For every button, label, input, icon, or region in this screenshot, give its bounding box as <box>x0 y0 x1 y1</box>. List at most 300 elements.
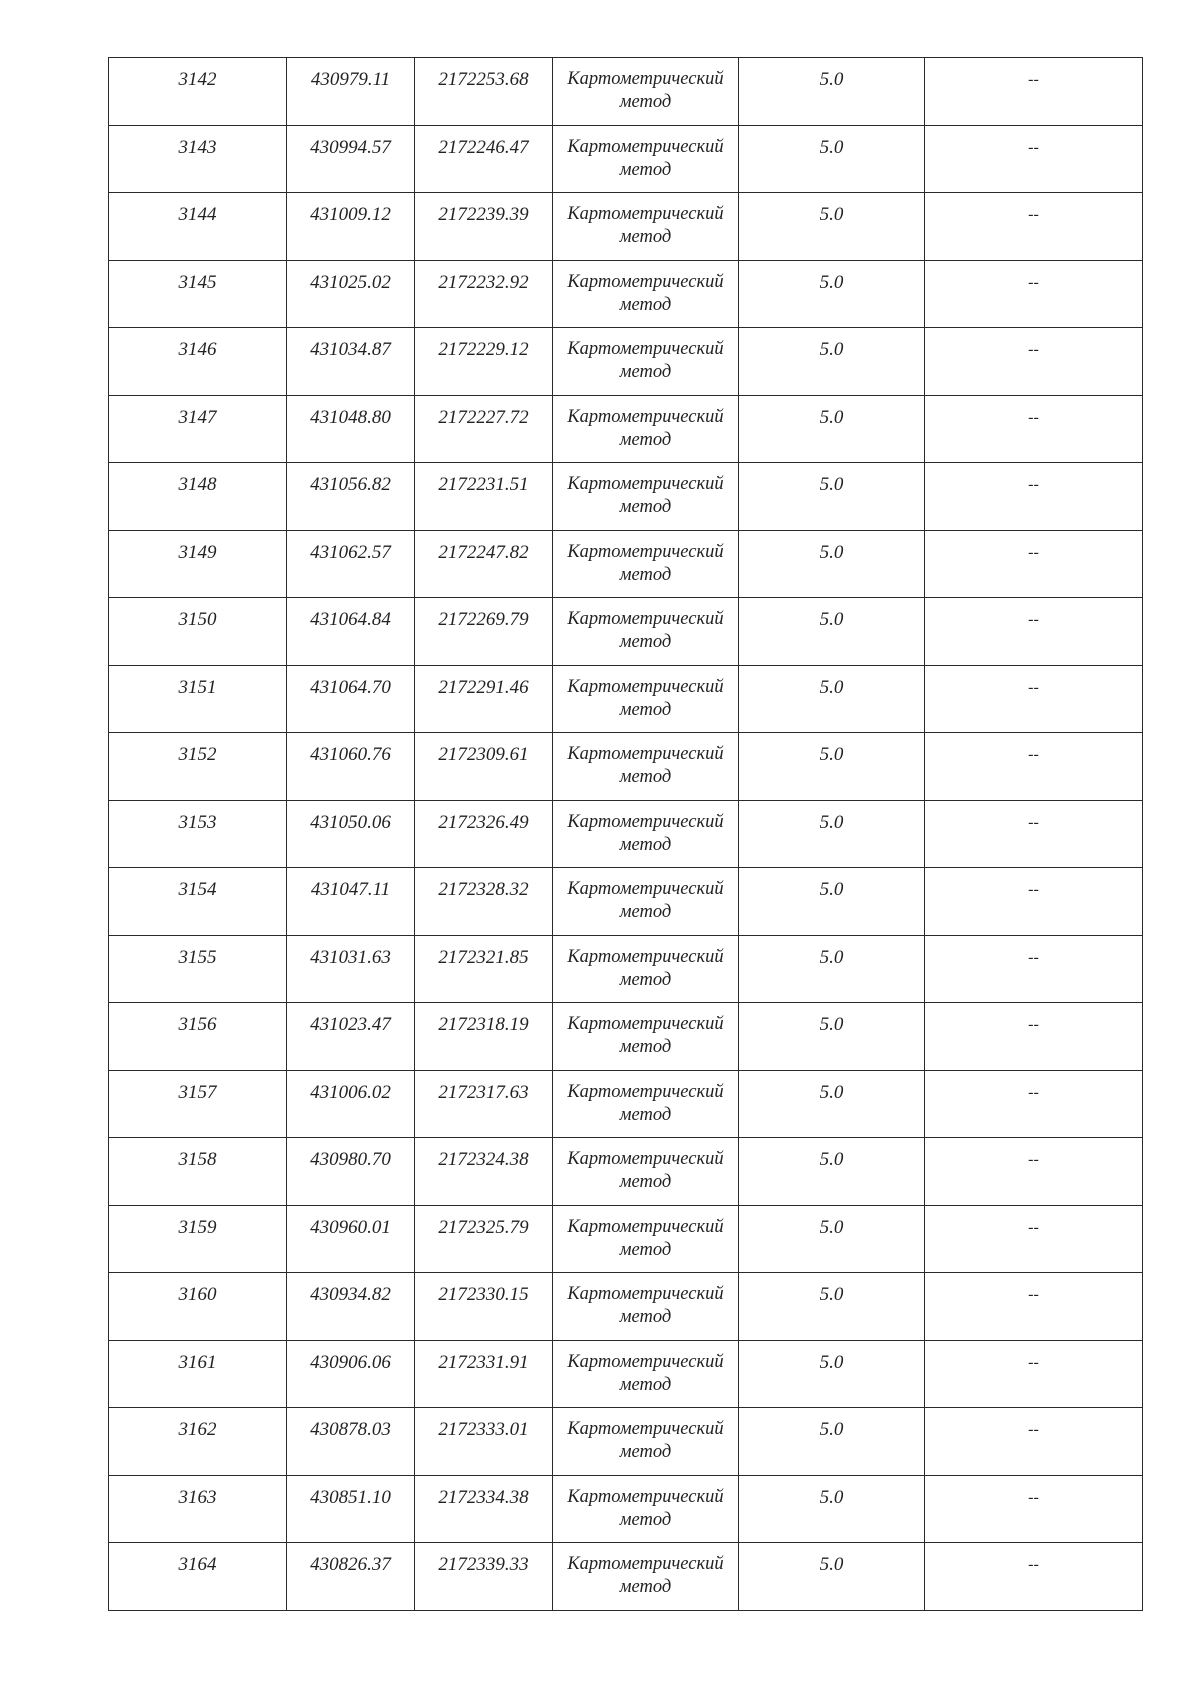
table-row <box>109 125 1143 193</box>
table-row <box>109 1003 1143 1071</box>
y-coordinate-text: 2172318.19 <box>438 1014 529 1035</box>
y-coordinate-cell <box>415 665 553 733</box>
y-coordinate-text: 2172328.32 <box>438 879 529 900</box>
x-coordinate-cell <box>287 1408 415 1476</box>
x-coordinate-text: 430979.11 <box>310 69 391 90</box>
accuracy-cell <box>739 1273 925 1341</box>
table-row <box>109 868 1143 936</box>
note-cell <box>925 1138 1143 1206</box>
point-number-text: 3160 <box>178 1284 217 1305</box>
y-coordinate-text: 2172269.79 <box>438 609 529 630</box>
accuracy-text: 5.0 <box>819 1284 844 1305</box>
accuracy-cell <box>739 1475 925 1543</box>
method-line1: Картометрический <box>567 1216 724 1237</box>
y-coordinate-cell <box>415 1273 553 1341</box>
x-coordinate-cell <box>287 868 415 936</box>
method-cell <box>553 328 739 396</box>
y-coordinate-text: 2172309.61 <box>438 744 529 765</box>
accuracy-text: 5.0 <box>819 1554 844 1575</box>
point-number-text: 3147 <box>178 406 217 428</box>
note-cell <box>925 530 1143 598</box>
method-line2: метод <box>619 699 672 720</box>
y-coordinate-text: 2172325.79 <box>438 1216 529 1238</box>
point-number-cell <box>109 1543 287 1611</box>
note-text: -- <box>1028 1218 1039 1236</box>
y-coordinate-text: 2172321.85 <box>438 946 529 968</box>
method-line1: Картометрический <box>567 1554 724 1574</box>
method-line2: метод <box>619 632 672 652</box>
note-text: -- <box>1028 543 1039 561</box>
method-line1: Картометрический <box>567 676 724 697</box>
method-line1: Картометрический <box>567 541 724 562</box>
point-number-text: 3146 <box>178 339 217 360</box>
method-line1: Картометрический <box>567 1284 724 1304</box>
x-coordinate-text: 431023.47 <box>310 1014 391 1035</box>
point-number-cell <box>109 1070 287 1138</box>
table-row <box>109 58 1143 126</box>
note-cell <box>925 1543 1143 1611</box>
method-line2: метод <box>619 1577 672 1597</box>
table-row <box>109 1408 1143 1476</box>
x-coordinate-text: 430960.01 <box>310 1216 391 1238</box>
note-text: -- <box>1028 1556 1039 1573</box>
accuracy-text: 5.0 <box>819 339 844 360</box>
note-text: -- <box>1028 273 1039 291</box>
y-coordinate-cell <box>415 1408 553 1476</box>
y-coordinate-cell <box>415 800 553 868</box>
x-coordinate-text: 430980.70 <box>310 1149 391 1170</box>
note-cell <box>925 1205 1143 1273</box>
note-text: -- <box>1028 1083 1039 1101</box>
y-coordinate-cell <box>415 125 553 193</box>
method-cell <box>553 193 739 261</box>
table-row <box>109 1070 1143 1138</box>
accuracy-text: 5.0 <box>819 946 844 968</box>
y-coordinate-text: 2172333.01 <box>438 1419 529 1440</box>
note-cell <box>925 463 1143 531</box>
accuracy-text: 5.0 <box>819 474 844 495</box>
method-cell <box>553 125 739 193</box>
note-cell <box>925 1340 1143 1408</box>
method-cell <box>553 935 739 1003</box>
note-text: -- <box>1028 678 1039 696</box>
x-coordinate-cell <box>287 1205 415 1273</box>
method-line2: метод <box>619 1104 672 1125</box>
accuracy-cell <box>739 260 925 328</box>
note-cell <box>925 935 1143 1003</box>
method-line1: Картометрический <box>567 1014 724 1034</box>
accuracy-text: 5.0 <box>819 676 844 698</box>
table-row <box>109 395 1143 463</box>
accuracy-cell <box>739 193 925 261</box>
method-cell <box>553 1205 739 1273</box>
x-coordinate-cell <box>287 665 415 733</box>
x-coordinate-text: 431064.84 <box>310 609 391 630</box>
point-number-text: 3143 <box>178 136 217 158</box>
x-coordinate-cell <box>287 125 415 193</box>
x-coordinate-cell <box>287 935 415 1003</box>
y-coordinate-cell <box>415 733 553 801</box>
table-row <box>109 1475 1143 1543</box>
accuracy-cell <box>739 530 925 598</box>
point-number-text: 3163 <box>178 1486 217 1508</box>
note-text: -- <box>1028 881 1039 898</box>
y-coordinate-text: 2172232.92 <box>438 271 529 293</box>
method-line1: Картометрический <box>567 946 724 967</box>
method-line1: Картометрический <box>567 1149 724 1169</box>
note-cell <box>925 665 1143 733</box>
y-coordinate-cell <box>415 868 553 936</box>
note-cell <box>925 1003 1143 1071</box>
y-coordinate-text: 2172326.49 <box>438 811 529 833</box>
table-row <box>109 598 1143 666</box>
method-cell <box>553 800 739 868</box>
x-coordinate-cell <box>287 733 415 801</box>
point-number-cell <box>109 1475 287 1543</box>
method-line1: Картометрический <box>567 879 724 899</box>
table-row <box>109 1205 1143 1273</box>
method-cell <box>553 1070 739 1138</box>
y-coordinate-cell <box>415 1205 553 1273</box>
point-number-cell <box>109 733 287 801</box>
point-number-text: 3164 <box>178 1554 217 1575</box>
method-cell <box>553 58 739 126</box>
accuracy-text: 5.0 <box>819 744 844 765</box>
note-cell <box>925 1273 1143 1341</box>
x-coordinate-cell <box>287 530 415 598</box>
y-coordinate-text: 2172227.72 <box>438 406 529 428</box>
point-number-cell <box>109 530 287 598</box>
accuracy-cell <box>739 868 925 936</box>
point-number-text: 3153 <box>178 811 217 833</box>
method-line2: метод <box>619 159 672 180</box>
y-coordinate-cell <box>415 58 553 126</box>
method-line1: Картометрический <box>567 406 724 427</box>
method-cell <box>553 395 739 463</box>
accuracy-cell <box>739 598 925 666</box>
accuracy-cell <box>739 1138 925 1206</box>
accuracy-cell <box>739 125 925 193</box>
x-coordinate-cell <box>287 1070 415 1138</box>
method-line2: метод <box>619 1307 672 1327</box>
y-coordinate-text: 2172334.38 <box>438 1486 529 1508</box>
point-number-text: 3150 <box>178 609 217 630</box>
method-cell <box>553 868 739 936</box>
note-text: -- <box>1028 1016 1039 1033</box>
note-cell <box>925 800 1143 868</box>
method-line2: метод <box>619 1037 672 1057</box>
note-text: -- <box>1028 341 1039 358</box>
point-number-text: 3155 <box>178 946 217 968</box>
y-coordinate-text: 2172229.12 <box>438 339 529 360</box>
x-coordinate-text: 431009.12 <box>310 204 391 225</box>
method-cell <box>553 598 739 666</box>
method-cell <box>553 1408 739 1476</box>
note-cell <box>925 868 1143 936</box>
accuracy-cell <box>739 800 925 868</box>
method-line1: Картометрический <box>567 811 724 832</box>
x-coordinate-text: 431047.11 <box>310 879 391 900</box>
table-row <box>109 1273 1143 1341</box>
accuracy-text: 5.0 <box>819 1216 844 1238</box>
accuracy-text: 5.0 <box>819 136 844 158</box>
method-line2: метод <box>619 564 672 585</box>
x-coordinate-text: 431064.70 <box>310 676 391 698</box>
method-line1: Картометрический <box>567 1081 724 1102</box>
y-coordinate-cell <box>415 1070 553 1138</box>
point-number-text: 3152 <box>178 744 217 765</box>
point-number-cell <box>109 1205 287 1273</box>
y-coordinate-text: 2172247.82 <box>438 541 529 563</box>
point-number-cell <box>109 1273 287 1341</box>
note-text: -- <box>1028 948 1039 966</box>
point-number-cell <box>109 1003 287 1071</box>
method-line2: метод <box>619 1172 672 1192</box>
accuracy-cell <box>739 935 925 1003</box>
note-text: -- <box>1028 813 1039 831</box>
x-coordinate-text: 431025.02 <box>310 271 391 293</box>
accuracy-cell <box>739 1543 925 1611</box>
method-cell <box>553 1543 739 1611</box>
point-number-text: 3144 <box>178 204 217 225</box>
note-cell <box>925 1408 1143 1476</box>
x-coordinate-cell <box>287 1475 415 1543</box>
x-coordinate-cell <box>287 193 415 261</box>
y-coordinate-cell <box>415 598 553 666</box>
table-row <box>109 463 1143 531</box>
accuracy-cell <box>739 1003 925 1071</box>
table-row <box>109 1543 1143 1611</box>
point-number-cell <box>109 395 287 463</box>
y-coordinate-text: 2172246.47 <box>438 136 529 158</box>
point-number-text: 3158 <box>178 1149 217 1170</box>
y-coordinate-cell <box>415 260 553 328</box>
method-line2: метод <box>619 1442 672 1462</box>
point-number-text: 3162 <box>178 1419 217 1440</box>
method-line2: метод <box>619 902 672 922</box>
x-coordinate-cell <box>287 58 415 126</box>
x-coordinate-cell <box>287 800 415 868</box>
method-line2: метод <box>619 767 672 787</box>
note-text: -- <box>1028 71 1039 88</box>
x-coordinate-cell <box>287 1003 415 1071</box>
y-coordinate-text: 2172291.46 <box>438 676 529 698</box>
table-row <box>109 530 1143 598</box>
method-cell <box>553 1475 739 1543</box>
y-coordinate-cell <box>415 530 553 598</box>
accuracy-text: 5.0 <box>819 879 844 900</box>
x-coordinate-cell <box>287 1273 415 1341</box>
point-number-text: 3161 <box>178 1351 217 1373</box>
x-coordinate-text: 430994.57 <box>310 136 391 158</box>
method-line2: метод <box>619 834 672 855</box>
method-cell <box>553 1340 739 1408</box>
note-text: -- <box>1028 138 1039 156</box>
method-line2: метод <box>619 227 672 247</box>
point-number-text: 3151 <box>178 676 217 698</box>
accuracy-text: 5.0 <box>819 271 844 293</box>
accuracy-text: 5.0 <box>819 541 844 563</box>
x-coordinate-text: 431048.80 <box>310 406 391 428</box>
method-line1: Картометрический <box>567 474 724 494</box>
accuracy-cell <box>739 1070 925 1138</box>
table-row <box>109 733 1143 801</box>
y-coordinate-text: 2172231.51 <box>438 474 529 495</box>
accuracy-text: 5.0 <box>819 609 844 630</box>
point-number-cell <box>109 665 287 733</box>
accuracy-cell <box>739 665 925 733</box>
point-number-text: 3145 <box>178 271 217 293</box>
point-number-cell <box>109 125 287 193</box>
accuracy-cell <box>739 58 925 126</box>
x-coordinate-cell <box>287 1138 415 1206</box>
method-cell <box>553 530 739 598</box>
accuracy-cell <box>739 328 925 396</box>
y-coordinate-cell <box>415 1138 553 1206</box>
x-coordinate-text: 430851.10 <box>310 1486 391 1508</box>
method-cell <box>553 1273 739 1341</box>
y-coordinate-cell <box>415 1340 553 1408</box>
y-coordinate-cell <box>415 1543 553 1611</box>
method-cell <box>553 463 739 531</box>
accuracy-cell <box>739 1340 925 1408</box>
method-line2: метод <box>619 1374 672 1395</box>
x-coordinate-text: 430826.37 <box>310 1554 391 1575</box>
method-line1: Картометрический <box>567 271 724 292</box>
note-cell <box>925 598 1143 666</box>
x-coordinate-cell <box>287 598 415 666</box>
x-coordinate-text: 430906.06 <box>310 1351 391 1373</box>
note-text: -- <box>1028 1151 1039 1168</box>
method-line2: метод <box>619 92 672 112</box>
note-cell <box>925 328 1143 396</box>
point-number-cell <box>109 800 287 868</box>
accuracy-text: 5.0 <box>819 1351 844 1373</box>
point-number-cell <box>109 463 287 531</box>
note-text: -- <box>1028 476 1039 493</box>
point-number-cell <box>109 1408 287 1476</box>
point-number-text: 3149 <box>178 541 217 563</box>
method-line2: метод <box>619 969 672 990</box>
method-line2: метод <box>619 429 672 450</box>
table-row <box>109 665 1143 733</box>
x-coordinate-text: 431031.63 <box>310 946 391 968</box>
accuracy-text: 5.0 <box>819 811 844 833</box>
note-text: -- <box>1028 611 1039 628</box>
point-number-cell <box>109 1340 287 1408</box>
point-number-cell <box>109 1138 287 1206</box>
accuracy-text: 5.0 <box>819 69 844 90</box>
point-number-cell <box>109 598 287 666</box>
method-cell <box>553 1003 739 1071</box>
x-coordinate-cell <box>287 260 415 328</box>
y-coordinate-text: 2172253.68 <box>438 69 529 90</box>
coordinates-table <box>108 57 1143 1611</box>
table-body <box>109 58 1143 1611</box>
x-coordinate-text: 431056.82 <box>310 474 391 495</box>
accuracy-text: 5.0 <box>819 1486 844 1508</box>
point-number-cell <box>109 328 287 396</box>
x-coordinate-cell <box>287 328 415 396</box>
note-cell <box>925 260 1143 328</box>
y-coordinate-cell <box>415 328 553 396</box>
y-coordinate-cell <box>415 395 553 463</box>
x-coordinate-cell <box>287 463 415 531</box>
point-number-text: 3148 <box>178 474 217 495</box>
method-line2: метод <box>619 1239 672 1260</box>
table-row <box>109 1340 1143 1408</box>
note-text: -- <box>1028 408 1039 426</box>
accuracy-text: 5.0 <box>819 204 844 225</box>
note-cell <box>925 125 1143 193</box>
accuracy-cell <box>739 1408 925 1476</box>
point-number-text: 3154 <box>178 879 217 900</box>
y-coordinate-text: 2172339.33 <box>438 1554 529 1575</box>
x-coordinate-text: 431050.06 <box>310 811 391 833</box>
accuracy-cell <box>739 733 925 801</box>
method-line1: Картометрический <box>567 744 724 764</box>
accuracy-cell <box>739 395 925 463</box>
table-row <box>109 800 1143 868</box>
method-line1: Картометрический <box>567 339 724 359</box>
note-cell <box>925 395 1143 463</box>
accuracy-text: 5.0 <box>819 406 844 428</box>
x-coordinate-cell <box>287 395 415 463</box>
point-number-text: 3142 <box>178 69 217 90</box>
point-number-text: 3156 <box>178 1014 217 1035</box>
method-line1: Картометрический <box>567 609 724 629</box>
x-coordinate-text: 431062.57 <box>310 541 391 563</box>
point-number-text: 3159 <box>178 1216 217 1238</box>
accuracy-text: 5.0 <box>819 1149 844 1170</box>
y-coordinate-text: 2172331.91 <box>438 1351 529 1373</box>
note-text: -- <box>1028 746 1039 763</box>
table-row <box>109 935 1143 1003</box>
y-coordinate-cell <box>415 193 553 261</box>
point-number-cell <box>109 260 287 328</box>
table-row <box>109 193 1143 261</box>
note-text: -- <box>1028 1353 1039 1371</box>
method-cell <box>553 733 739 801</box>
accuracy-text: 5.0 <box>819 1081 844 1103</box>
point-number-cell <box>109 935 287 1003</box>
note-text: -- <box>1028 1286 1039 1303</box>
accuracy-text: 5.0 <box>819 1014 844 1035</box>
method-line2: метод <box>619 1509 672 1530</box>
note-cell <box>925 1475 1143 1543</box>
x-coordinate-cell <box>287 1340 415 1408</box>
accuracy-cell <box>739 463 925 531</box>
y-coordinate-text: 2172324.38 <box>438 1149 529 1170</box>
note-cell <box>925 58 1143 126</box>
y-coordinate-text: 2172330.15 <box>438 1284 529 1305</box>
method-line1: Картометрический <box>567 1419 724 1439</box>
method-line2: метод <box>619 362 672 382</box>
point-number-cell <box>109 193 287 261</box>
method-cell <box>553 665 739 733</box>
y-coordinate-text: 2172239.39 <box>438 204 529 225</box>
note-cell <box>925 193 1143 261</box>
y-coordinate-cell <box>415 1475 553 1543</box>
note-text: -- <box>1028 1421 1039 1438</box>
x-coordinate-text: 430878.03 <box>310 1419 391 1440</box>
table-row <box>109 260 1143 328</box>
y-coordinate-text: 2172317.63 <box>438 1081 529 1103</box>
method-cell <box>553 260 739 328</box>
point-number-cell <box>109 868 287 936</box>
method-line1: Картометрический <box>567 204 724 224</box>
y-coordinate-cell <box>415 1003 553 1071</box>
